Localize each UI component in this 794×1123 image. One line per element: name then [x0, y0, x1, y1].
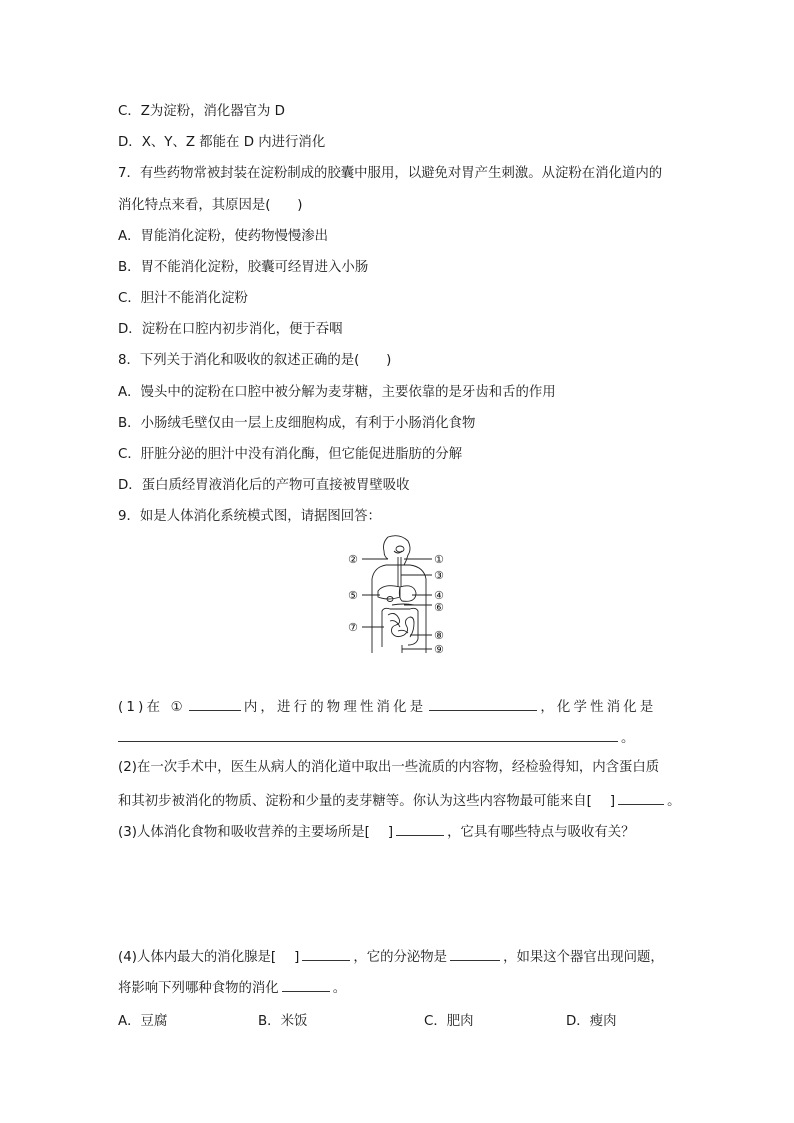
figure-label: ⑦: [348, 621, 358, 634]
answer-blank[interactable]: [618, 790, 664, 805]
answer-blank[interactable]: [429, 696, 537, 711]
q1-part-a: (1)在 ①: [118, 700, 186, 715]
figure-label: ⑧: [434, 629, 444, 642]
question-9-2-cont: [118, 790, 681, 811]
option-line: B．胃不能消化淀粉，胶囊可经胃进入小肠: [118, 260, 369, 275]
option-line: A．馒头中的淀粉在口腔中被分解为麦芽糖，主要依靠的是牙齿和舌的作用: [118, 385, 556, 400]
option-line: C．胆汁不能消化淀粉: [118, 291, 248, 306]
figure-label: ⑥: [434, 601, 444, 614]
q2-end: 。: [667, 794, 681, 809]
q4-part-a: (4)人体内最大的消化腺是[: [118, 950, 277, 965]
question-9-4: [118, 946, 664, 967]
question-9-3: [118, 821, 635, 842]
option-line: D．淀粉在口腔内初步消化，便于吞咽: [118, 322, 343, 337]
digestive-system-diagram: [344, 535, 456, 657]
question-9-4-cont: [118, 977, 346, 998]
option-d: D．瘦肉: [566, 1014, 617, 1029]
q2-part-b: ]: [609, 794, 616, 809]
figure-label: ②: [348, 553, 358, 566]
q2-part-a: 和其初步被消化的物质、淀粉和少量的麦芽糖等。你认为这些内容物最可能来自[: [118, 794, 592, 809]
answer-blank[interactable]: [450, 946, 500, 961]
q3-part-c: ，它具有哪些特点与吸收有关？: [447, 825, 635, 840]
q4-part-c: ，它的分泌物是: [353, 950, 448, 965]
q4-part-d: ，如果这个器官出现问题，: [503, 950, 664, 965]
option-line: B．小肠绒毛壁仅由一层上皮细胞构成，有利于小肠消化食物: [118, 416, 476, 431]
digestive-system-drawing: [344, 535, 456, 657]
answer-blank[interactable]: [189, 696, 241, 711]
q4-line2: 将影响下列哪种食物的消化: [118, 981, 279, 996]
question-7-stem: 消化特点来看，其原因是( ): [118, 198, 303, 213]
q1-part-b: 内，进行的物理性消化是: [243, 700, 427, 715]
option-line: D．X、Y、Z 都能在 D 内进行消化: [118, 135, 326, 150]
option-line: C．Z为淀粉，消化器官为 D: [118, 104, 285, 119]
option-line: A．胃能消化淀粉，使药物慢慢渗出: [118, 229, 329, 244]
option-line: D．蛋白质经胃液消化后的产物可直接被胃壁吸收: [118, 478, 410, 493]
answer-bracket-blank[interactable]: [373, 822, 385, 836]
q4-part-b: ]: [294, 950, 300, 965]
answer-bracket-blank[interactable]: [279, 947, 291, 961]
question-9-2: (2)在一次手术中，医生从病人的消化道中取出一些流质的内容物，经检验得知，内含蛋白质: [118, 760, 660, 775]
option-line: C．肝脏分泌的胆汁中没有消化酶，但它能促进脂肪的分解: [118, 447, 463, 462]
figure-label: ①: [434, 553, 444, 566]
figure-label: ⑨: [434, 643, 444, 656]
answer-blank[interactable]: [118, 727, 618, 742]
question-9-1: [118, 696, 656, 717]
answer-blank[interactable]: [282, 977, 330, 992]
q1-part-c: ，化学性消化是: [540, 700, 657, 715]
answer-blank[interactable]: [396, 821, 444, 836]
figure-label: ④: [434, 589, 444, 602]
question-8-stem: 8．下列关于消化和吸收的叙述正确的是( ): [118, 353, 392, 368]
question-9-stem: 9．如是人体消化系统模式图，请据图回答：: [118, 509, 381, 524]
figure-label: ③: [434, 569, 444, 582]
answer-blank[interactable]: [302, 946, 350, 961]
q3-part-b: ]: [387, 825, 394, 840]
option-c: C．肥肉: [424, 1014, 474, 1029]
question-7-stem: 7．有些药物常被封装在淀粉制成的胶囊中服用，以避免对胃产生刺激。从淀粉在消化道内的: [118, 166, 663, 181]
q1-end: 。: [621, 731, 635, 746]
q3-part-a: (3)人体消化食物和吸收营养的主要场所是[: [118, 825, 370, 840]
option-b: B．米饭: [258, 1014, 308, 1029]
figure-label: ⑤: [348, 589, 358, 602]
answer-bracket-blank[interactable]: [595, 791, 607, 805]
q4-end: 。: [332, 981, 347, 996]
option-a: A．豆腐: [118, 1014, 168, 1029]
question-9-1-cont: [118, 727, 634, 748]
